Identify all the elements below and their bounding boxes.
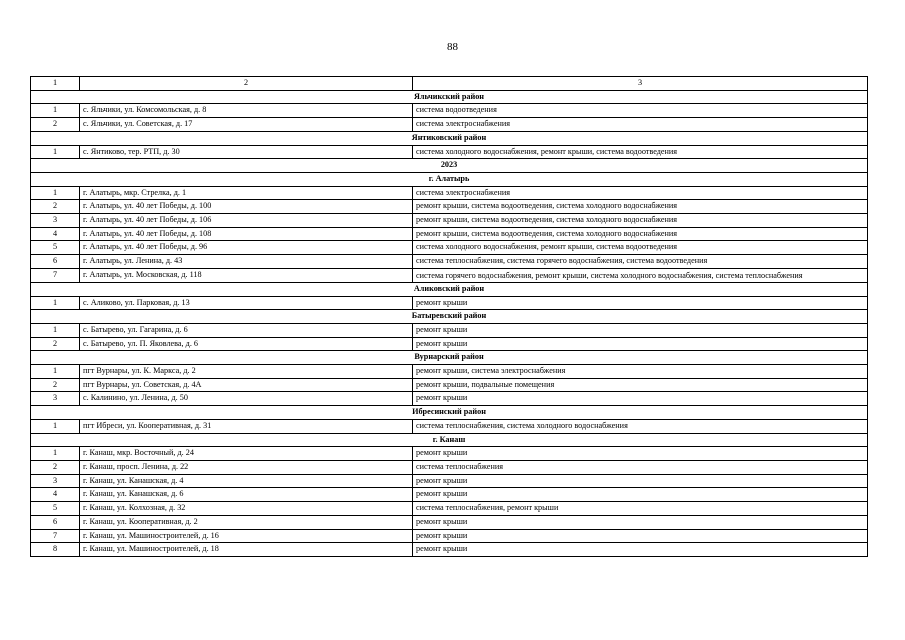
row-works: ремонт крыши: [413, 392, 868, 406]
row-number: 2: [31, 118, 80, 132]
table-row: [31, 255, 868, 269]
row-address: г. Канаш, просп. Ленина, д. 22: [80, 460, 413, 474]
table-row: [31, 200, 868, 214]
row-number: 8: [31, 543, 80, 557]
table-row: [31, 460, 868, 474]
table-row: [31, 419, 868, 433]
row-works: система электроснабжения: [413, 186, 868, 200]
row-works: ремонт крыши: [413, 543, 868, 557]
row-number: 1: [31, 186, 80, 200]
row-number: 1: [31, 145, 80, 159]
section-row: [31, 90, 868, 104]
row-number: 4: [31, 488, 80, 502]
table-row: [31, 543, 868, 557]
section-title: Вурнарский район: [31, 351, 868, 365]
table-row: [31, 186, 868, 200]
row-works: ремонт крыши: [413, 515, 868, 529]
row-number: 1: [31, 104, 80, 118]
row-number: 2: [31, 337, 80, 351]
row-address: с. Аликово, ул. Парковая, д. 13: [80, 296, 413, 310]
row-address: пгт Вурнары, ул. К. Маркса, д. 2: [80, 365, 413, 379]
row-number: 2: [31, 460, 80, 474]
row-number: 4: [31, 227, 80, 241]
row-address: пгт Вурнары, ул. Советская, д. 4А: [80, 378, 413, 392]
row-number: 5: [31, 502, 80, 516]
table-row: [31, 145, 868, 159]
row-number: 1: [31, 323, 80, 337]
row-works: система теплоснабжения: [413, 460, 868, 474]
table-row: [31, 502, 868, 516]
row-address: г. Алатырь, ул. 40 лет Победы, д. 106: [80, 214, 413, 228]
table-row: [31, 104, 868, 118]
row-works: ремонт крыши: [413, 296, 868, 310]
row-number: 7: [31, 268, 80, 282]
row-works: ремонт крыши: [413, 474, 868, 488]
table-row: [31, 447, 868, 461]
column-header-works: 3: [413, 77, 868, 91]
table-row: [31, 118, 868, 132]
row-address: г. Канаш, ул. Колхозная, д. 32: [80, 502, 413, 516]
table-row: [31, 392, 868, 406]
table-row: [31, 488, 868, 502]
section-title: 2023: [31, 159, 868, 173]
section-row: [31, 433, 868, 447]
table-row: [31, 515, 868, 529]
row-address: с. Батырево, ул. Гагарина, д. 6: [80, 323, 413, 337]
section-title: Батыревский район: [31, 310, 868, 324]
section-row: [31, 159, 868, 173]
row-works: ремонт крыши, подвальные помещения: [413, 378, 868, 392]
row-number: 1: [31, 296, 80, 310]
table-body: [31, 90, 868, 556]
row-address: г. Алатырь, мкр. Стрелка, д. 1: [80, 186, 413, 200]
table-header-row: [31, 77, 868, 91]
row-works: система водоотведения: [413, 104, 868, 118]
table-row: [31, 227, 868, 241]
row-number: 3: [31, 392, 80, 406]
row-works: система теплоснабжения, ремонт крыши: [413, 502, 868, 516]
row-address: г. Алатырь, ул. 40 лет Победы, д. 96: [80, 241, 413, 255]
section-title: Яльчикский район: [31, 90, 868, 104]
column-header-address: 2: [80, 77, 413, 91]
row-address: с. Батырево, ул. П. Яковлева, д. 6: [80, 337, 413, 351]
row-works: система электроснабжения: [413, 118, 868, 132]
row-address: г. Канаш, ул. Кооперативная, д. 2: [80, 515, 413, 529]
section-row: [31, 282, 868, 296]
row-address: с. Калинино, ул. Ленина, д. 50: [80, 392, 413, 406]
row-address: с. Яльчики, ул. Советская, д. 17: [80, 118, 413, 132]
row-works: ремонт крыши: [413, 447, 868, 461]
table-row: [31, 241, 868, 255]
table-row: [31, 529, 868, 543]
row-works: система горячего водоснабжения, ремонт крыши, система холодного водоснабжения, система теплоснабжения: [413, 268, 868, 282]
table-row: [31, 323, 868, 337]
row-works: ремонт крыши: [413, 488, 868, 502]
table-row: [31, 214, 868, 228]
row-address: пгт Ибреси, ул. Кооперативная, д. 31: [80, 419, 413, 433]
section-row: [31, 172, 868, 186]
row-address: г. Канаш, ул. Машиностроителей, д. 16: [80, 529, 413, 543]
table-row: [31, 378, 868, 392]
row-address: г. Канаш, ул. Машиностроителей, д. 18: [80, 543, 413, 557]
row-works: система холодного водоснабжения, ремонт крыши, система водоотведения: [413, 145, 868, 159]
row-works: система теплоснабжения, система горячего водоснабжения, система водоотведения: [413, 255, 868, 269]
row-address: с. Яльчики, ул. Комсомольская, д. 8: [80, 104, 413, 118]
section-row: [31, 310, 868, 324]
row-address: г. Канаш, мкр. Восточный, д. 24: [80, 447, 413, 461]
table-row: [31, 474, 868, 488]
row-number: 2: [31, 200, 80, 214]
row-number: 1: [31, 447, 80, 461]
row-works: ремонт крыши: [413, 323, 868, 337]
row-address: г. Алатырь, ул. Ленина, д. 43: [80, 255, 413, 269]
row-address: г. Канаш, ул. Канашская, д. 6: [80, 488, 413, 502]
section-title: г. Канаш: [31, 433, 868, 447]
row-number: 1: [31, 365, 80, 379]
section-row: [31, 406, 868, 420]
row-works: ремонт крыши: [413, 529, 868, 543]
section-title: Аликовский район: [31, 282, 868, 296]
table-row: [31, 296, 868, 310]
row-address: г. Канаш, ул. Канашская, д. 4: [80, 474, 413, 488]
registry-table: [30, 76, 868, 557]
row-address: г. Алатырь, ул. 40 лет Победы, д. 100: [80, 200, 413, 214]
row-number: 5: [31, 241, 80, 255]
row-number: 1: [31, 419, 80, 433]
row-works: ремонт крыши, система водоотведения, система холодного водоснабжения: [413, 214, 868, 228]
row-number: 6: [31, 255, 80, 269]
row-address: с. Янтиково, тер. РТП, д. 30: [80, 145, 413, 159]
row-address: г. Алатырь, ул. Московская, д. 118: [80, 268, 413, 282]
row-number: 2: [31, 378, 80, 392]
section-row: [31, 351, 868, 365]
table-row: [31, 337, 868, 351]
row-works: ремонт крыши, система электроснабжения: [413, 365, 868, 379]
row-number: 3: [31, 214, 80, 228]
page-number: 88: [447, 41, 458, 53]
row-works: ремонт крыши: [413, 337, 868, 351]
row-works: система холодного водоснабжения, ремонт крыши, система водоотведения: [413, 241, 868, 255]
column-header-number: 1: [31, 77, 80, 91]
row-number: 6: [31, 515, 80, 529]
table-row: [31, 268, 868, 282]
row-works: ремонт крыши, система водоотведения, система холодного водоснабжения: [413, 227, 868, 241]
row-works: система теплоснабжения, система холодного водоснабжения: [413, 419, 868, 433]
row-works: ремонт крыши, система водоотведения, система холодного водоснабжения: [413, 200, 868, 214]
section-title: Ибресинский район: [31, 406, 868, 420]
section-row: [31, 131, 868, 145]
row-number: 3: [31, 474, 80, 488]
row-address: г. Алатырь, ул. 40 лет Победы, д. 108: [80, 227, 413, 241]
row-number: 7: [31, 529, 80, 543]
section-title: г. Алатырь: [31, 172, 868, 186]
table-row: [31, 365, 868, 379]
section-title: Янтиковский район: [31, 131, 868, 145]
